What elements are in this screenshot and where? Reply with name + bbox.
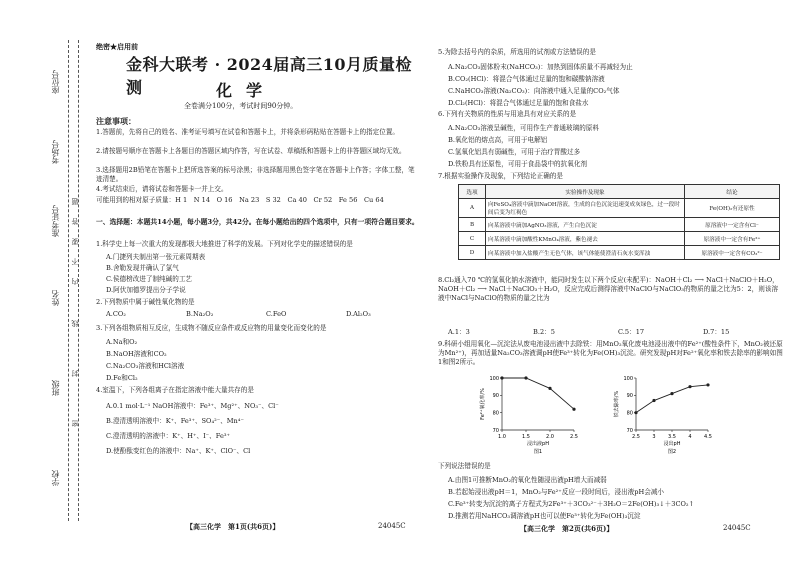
table-cell: 向FeSO₄溶液中滴加NaOH溶液，生成的白色沉淀迅速变成灰绿色，过一段时间后变为红褐色 — [486, 199, 685, 218]
question-option: B.NaOH溶液和CO₂ — [106, 350, 167, 358]
footer-code: 24045C — [378, 522, 406, 530]
question-stem: 2.下列物质中属于碱性氧化物的是 — [96, 298, 195, 306]
binding-mark: 要 — [71, 238, 79, 245]
question-stem: 7.根据实验操作及现象，下列结论正确的是 — [438, 172, 563, 180]
question-option: C.氢氧化铝具有弱碱性，可用于治疗胃酸过多 — [448, 148, 581, 156]
y-tick-label: 90 — [492, 393, 499, 400]
footer-code: 24045C — [723, 524, 751, 532]
y-tick-label: 80 — [492, 410, 499, 417]
question-stem: 9.科研小组用氧化—沉淀法从废电池浸出液中去除铁：用MnO₂氧化废电池浸出液中的Fe²⁺(酸性条件下，MnO₂被还原为Mn²⁺)，再加适量Na₂CO₃溶液调pH使Fe³⁺转化为Fe(OH)₃沉淀。研究发现pH对Fe²⁺氧化率和铁去除率的影响如图1和图2所示。 — [438, 340, 783, 366]
subject-title: 化学 — [216, 81, 277, 100]
score-line: 全卷满分100分，考试时间90分钟。 — [184, 102, 298, 110]
question-option: D.Al₂O₃ — [346, 310, 371, 318]
table-cell: C — [459, 232, 486, 246]
question-option: C.Na₂CO₃溶液和HCl溶液 — [106, 362, 185, 370]
atomic-mass-line: 可能用到的相对原子质量：H 1 N 14 O 16 Na 23 S 32 Ca 40 Cr 52 Fe 56 Cu 64 — [96, 196, 384, 204]
table-cell: A — [459, 199, 486, 218]
y-tick-label: 80 — [626, 410, 633, 417]
y-tick-label: 90 — [626, 393, 633, 400]
x-axis-label: 浸出液pH — [527, 441, 549, 447]
question-option: D.Cl₂(HCl)：将混合气体通过足量的饱和食盐水 — [448, 99, 589, 107]
question-option: A.CO₂ — [106, 310, 126, 318]
table-cell: 向某溶液中加入盐酸产生无色气体，该气体能使澄清石灰水变浑浊 — [486, 246, 685, 260]
x-tick-label: 4.5 — [704, 434, 712, 440]
question-option: D.Fe和Cl₂ — [106, 374, 138, 382]
table-cell: 向某溶液中滴加酸性KMnO₄溶液，紫色褪去 — [486, 232, 685, 246]
section-title: 一、选择题：本题共14小题，每小题3分，共42分。在每小题给出的四个选项中，只有一项符合题目要求。 — [96, 218, 419, 226]
binding-mark: 封 — [71, 370, 79, 377]
question-option: D.推测若用NaHCO₃调溶液pH也可以使Fe³⁺转化为Fe(OH)₃沉淀 — [448, 512, 641, 520]
question-option: C.FeO — [266, 310, 287, 318]
notice-item: 3.选择题用2B铅笔在答题卡上把所选答案的标号涂黑；非选择题用黑色签字笔在答题卡上作答；字体工整，笔迹清楚。 — [96, 166, 415, 183]
x-tick-label: 2.5 — [570, 434, 578, 440]
table-cell: B — [459, 218, 486, 232]
table-cell: 原溶液中一定含有CO₃²⁻ — [685, 246, 780, 260]
question-option: C.NaHCO₃溶液(Na₂CO₃)：向溶液中通入足量的CO₂气体 — [448, 87, 620, 95]
question-option: A.Na₂CO₃溶液呈碱性，可用作生产普通玻璃的原料 — [448, 124, 599, 132]
question-option: B.CO₂(HCl)：将混合气体通过足量的饱和碳酸钠溶液 — [448, 75, 605, 83]
question-option: D.阿伏加德罗提出分子学说 — [106, 286, 186, 294]
question-option: C.侯德榜改进了制纯碱的工艺 — [106, 275, 193, 283]
table-cell: Fe(OH)₂有还原性 — [685, 199, 780, 218]
question-stem: 1.科学史上每一次重大的发现都极大地推进了科学的发展。下列对化学史的描述错误的是 — [96, 240, 353, 248]
question-stem: 3.下列各组物质相互反应，生成物不随反应条件或反应物的用量变化而变化的是 — [96, 324, 327, 332]
x-tick-label: 4 — [688, 434, 692, 440]
question-stem: 6.下列有关物质的性质与用途具有对应关系的是 — [438, 110, 577, 118]
question-option: B.澄清透明溶液中：K⁺、Fe³⁺、SO₄²⁻、Mn⁴⁻ — [106, 417, 244, 425]
question-option: B.舍勒发现并确认了氯气 — [106, 264, 179, 272]
y-tick-label: 100 — [623, 375, 633, 382]
table-cell: 原溶液中一定含有Cl⁻ — [685, 218, 780, 232]
notice-item: 4.考试结束后，请将试卷和答题卡一并上交。 — [96, 185, 228, 193]
x-tick-label: 3 — [652, 434, 656, 440]
x-axis-label: 浸出pH — [663, 441, 681, 447]
table-cell: 向某溶液中滴加AgNO₃溶液，产生白色沉淀 — [486, 218, 685, 232]
table-header-cell: 结论 — [685, 185, 780, 199]
footer-label: 【高三化学 第1页(共6页)】 — [186, 522, 280, 531]
binding-line — [68, 40, 69, 521]
question-option: A.由图1可推断MnO₂的氧化性随浸出液pH增大而减弱 — [448, 476, 607, 484]
table-cell: D — [459, 246, 486, 260]
footer-label: 【高三化学 第2页(共6页)】 — [520, 524, 614, 533]
question-stem: 4.室温下，下列各组离子在指定溶液中能大量共存的是 — [96, 386, 254, 394]
binding-mark: 内 — [71, 278, 79, 285]
question-option: B.氧化铝的熔点高，可用于电解铝 — [448, 136, 548, 144]
binding-mark: 密 — [71, 420, 79, 427]
question-stem: 5.为除去括号内的杂质，所选用的试剂或方法错误的是 — [438, 48, 596, 56]
question-option: A.Na₂CO₃固体粉末(NaHCO₃)：加热到固体质量不再减轻为止 — [448, 63, 633, 71]
binding-mark: 答 — [71, 218, 79, 225]
question-option: C.Fe³⁺转变为沉淀的离子方程式为2Fe³⁺＋3CO₃²⁻＋3H₂O＝2Fe(OH)₃↓＋3CO₂↑ — [448, 500, 695, 508]
y-tick-label: 100 — [489, 375, 499, 382]
exam-title: 金科大联考 · 2024届高三10月质量检测 — [126, 55, 413, 97]
y-axis-label: 铁去除率/% — [614, 390, 620, 418]
question-option: D.7：15 — [703, 328, 730, 336]
notice-item: 2.请按题号顺序在答题卡上各题目的答题区域内作答，写在试卷、草稿纸和答题卡上的非答题区域均无效。 — [96, 147, 406, 155]
chart-caption: 图1 — [533, 449, 543, 455]
binding-field: 准考证号 — [51, 205, 60, 237]
notice-item: 1.答题前，先将自己的姓名、准考证号填写在试卷和答题卡上，并将条形码粘贴在答题卡上的指定位置。 — [96, 128, 400, 136]
binding-mark: 线 — [71, 320, 79, 327]
table-header-cell: 实验操作及现象 — [486, 185, 685, 199]
question-stem: 8.Cl₂通入70 ℃的氢氧化钠水溶液中，能同时发生以下两个反应(未配平)：NaOH＋Cl₂ ⟶ NaCl＋NaClO＋H₂O，NaOH＋Cl₂ ⟶ NaCl＋NaClO₃＋H₂O，反应完成后测得溶液中NaClO与NaClO₃的物质的量之比为5：2，则该溶液中NaCl与NaClO的物质的量之比为 — [438, 276, 779, 302]
binding-field: 学校 — [51, 470, 60, 486]
binding-field: 座位号 — [51, 70, 60, 94]
question-option: A.Na和O₂ — [106, 338, 138, 346]
binding-field: 姓名 — [51, 290, 60, 306]
question-option: A.1：3 — [448, 328, 470, 336]
table-header-cell: 选项 — [459, 185, 486, 199]
binding-mark: 题 — [71, 198, 79, 205]
secret-label: 绝密★启用前 — [96, 42, 138, 51]
y-tick-label: 70 — [626, 427, 633, 434]
binding-strip — [0, 0, 92, 561]
y-axis-label: Fe²⁺氧化率/% — [480, 388, 486, 420]
notice-title: 注意事项： — [96, 116, 136, 126]
y-tick-label: 70 — [492, 427, 499, 434]
table-cell: 原溶液中一定含有Fe²⁺ — [685, 232, 780, 246]
x-tick-label: 2.5 — [632, 434, 640, 440]
binding-mark: 不 — [71, 258, 79, 265]
question-follow: 下列说法错误的是 — [438, 462, 491, 470]
question-option: C.5：17 — [618, 328, 645, 336]
chart-caption: 图2 — [667, 449, 677, 455]
question-option: D.铁粉具有还原性，可用于食品袋中的抗氧化剂 — [448, 160, 588, 168]
question-option: C.澄清透明的溶液中：K⁺、H⁺、I⁻、Fe³⁺ — [106, 432, 230, 440]
question-option: A.0.1 mol·L⁻¹ NaOH溶液中：Fe³⁺、Mg²⁺、NO₃⁻、Cl⁻ — [106, 402, 279, 410]
right-column-bottom — [438, 0, 783, 561]
question-option: B.2：5 — [533, 328, 555, 336]
x-tick-label: 1.5 — [522, 434, 530, 440]
question-option: D.使酚酞变红色的溶液中：Na⁺、K⁺、ClO⁻、Cl — [106, 447, 251, 455]
left-column — [96, 0, 426, 561]
question-option: B.若起始浸出液pH＝1，MnO₂与Fe²⁺反应一段时间后，浸出液pH会减小 — [448, 488, 665, 496]
question-option: B.Na₂O₂ — [186, 310, 214, 318]
question-option: A.门捷列夫制出第一张元素周期表 — [106, 253, 206, 261]
binding-field: 考场号 — [51, 140, 60, 164]
x-tick-label: 2.0 — [546, 434, 554, 440]
binding-field: 班级 — [51, 380, 60, 396]
x-tick-label: 1.0 — [498, 434, 506, 440]
x-tick-label: 3.5 — [668, 434, 676, 440]
